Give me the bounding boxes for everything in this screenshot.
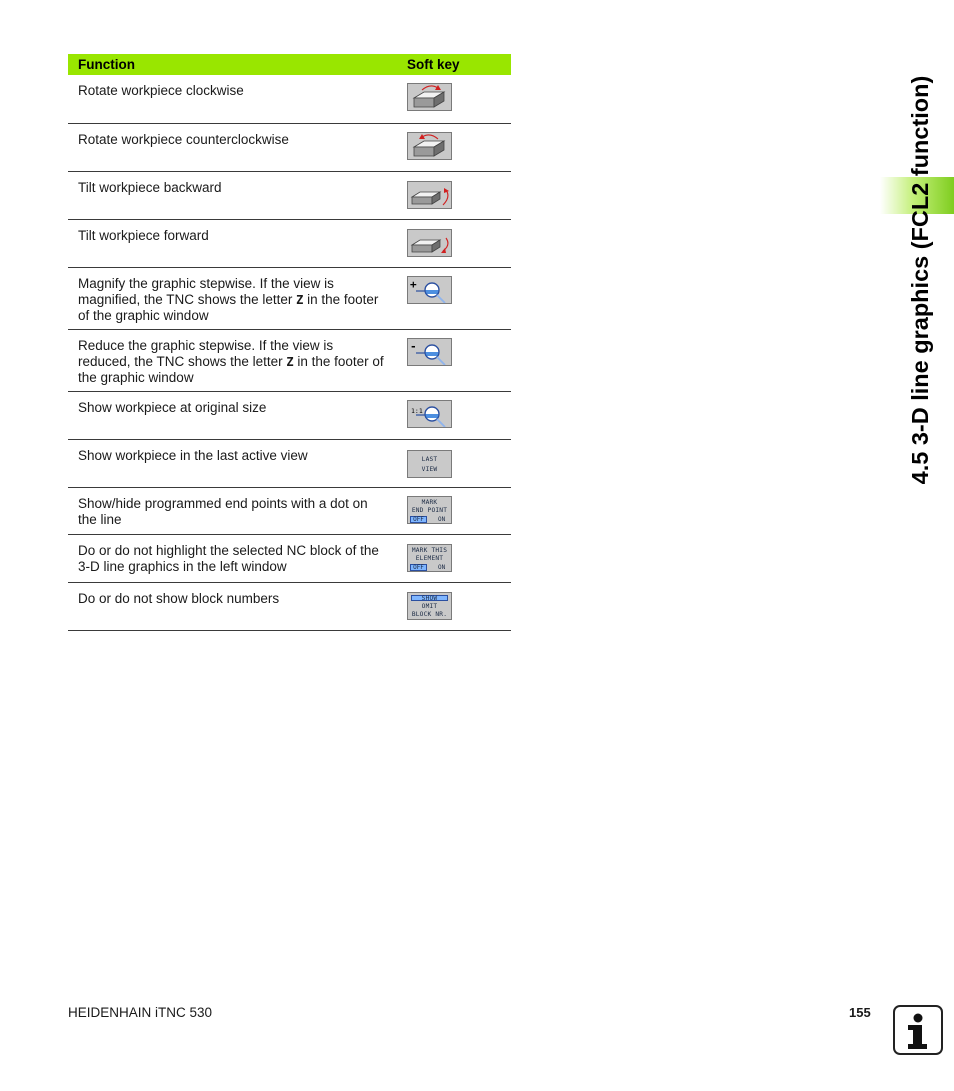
- zoom-in-icon: [408, 277, 452, 304]
- header-function: Function: [68, 54, 397, 75]
- page-number: 155: [849, 1005, 871, 1020]
- table-row: [68, 219, 511, 267]
- table-row: [68, 439, 511, 487]
- softkey-last-view[interactable]: LAST VIEW: [407, 450, 452, 478]
- function-text: Reduce the graphic stepwise. If the view is reduced, the TNC shows the letter Z in the footer of the graphic window: [68, 329, 397, 391]
- function-text: Do or do not highlight the selected NC block of the 3-D line graphics in the left window: [68, 534, 397, 582]
- softkey-rotate-clockwise[interactable]: [407, 83, 452, 111]
- table-row: [68, 123, 511, 171]
- header-softkey: Soft key: [397, 54, 511, 75]
- on-label: ON: [438, 515, 446, 523]
- tilt-backward-icon: [408, 182, 452, 209]
- footer-manual-title: HEIDENHAIN iTNC 530: [68, 1005, 213, 1020]
- table-row: [68, 171, 511, 219]
- softkey-magnify[interactable]: [407, 276, 452, 304]
- table-row: [68, 487, 511, 534]
- letter-z: Z: [296, 292, 304, 307]
- function-text: Rotate workpiece clockwise: [68, 75, 397, 123]
- plus-label: +: [410, 277, 417, 291]
- ratio-label: 1:1: [411, 406, 423, 415]
- table-header-row: [68, 54, 511, 75]
- softkey-reduce[interactable]: [407, 338, 452, 366]
- off-indicator: OFF: [410, 516, 427, 523]
- chapter-heading: 4.5 3-D line graphics (FCL2 function): [907, 75, 933, 485]
- original-size-icon: [408, 401, 452, 428]
- tilt-forward-icon: [408, 230, 452, 257]
- softkey-rotate-counterclockwise[interactable]: [407, 132, 452, 160]
- off-indicator: OFF: [410, 564, 427, 571]
- table-row: [68, 534, 511, 582]
- function-text: Tilt workpiece backward: [68, 171, 397, 219]
- letter-z: Z: [286, 354, 294, 369]
- function-text: Magnify the graphic stepwise. If the view is magnified, the TNC shows the letter Z in the footer of the graphic window: [68, 267, 397, 329]
- softkey-mark-end-point[interactable]: MARK END POINT OFF ON: [407, 496, 452, 524]
- table-row: [68, 75, 511, 123]
- function-text: Rotate workpiece counterclockwise: [68, 123, 397, 171]
- table-row: [68, 329, 511, 391]
- softkey-mark-this-element[interactable]: MARK THIS ELEMENT OFF ON: [407, 544, 452, 572]
- info-icon: [893, 1005, 943, 1055]
- rotate-clockwise-icon: [408, 84, 452, 111]
- function-text: Tilt workpiece forward: [68, 219, 397, 267]
- function-text: Do or do not show block numbers: [68, 582, 397, 630]
- softkey-show-omit-block-nr[interactable]: SHOW OMIT BLOCK NR.: [407, 592, 452, 620]
- on-label: ON: [438, 563, 446, 571]
- softkey-original-size[interactable]: [407, 400, 452, 428]
- function-softkey-table: [68, 54, 511, 631]
- softkey-tilt-backward[interactable]: [407, 181, 452, 209]
- zoom-out-icon: [408, 339, 452, 366]
- minus-label: -: [410, 339, 417, 353]
- table-row: [68, 582, 511, 630]
- rotate-counterclockwise-icon: [408, 133, 452, 160]
- table-row: [68, 267, 511, 329]
- function-text: Show workpiece in the last active view: [68, 439, 397, 487]
- softkey-tilt-forward[interactable]: [407, 229, 452, 257]
- function-text: Show workpiece at original size: [68, 391, 397, 439]
- table-row: [68, 391, 511, 439]
- function-text: Show/hide programmed end points with a dot on the line: [68, 487, 397, 534]
